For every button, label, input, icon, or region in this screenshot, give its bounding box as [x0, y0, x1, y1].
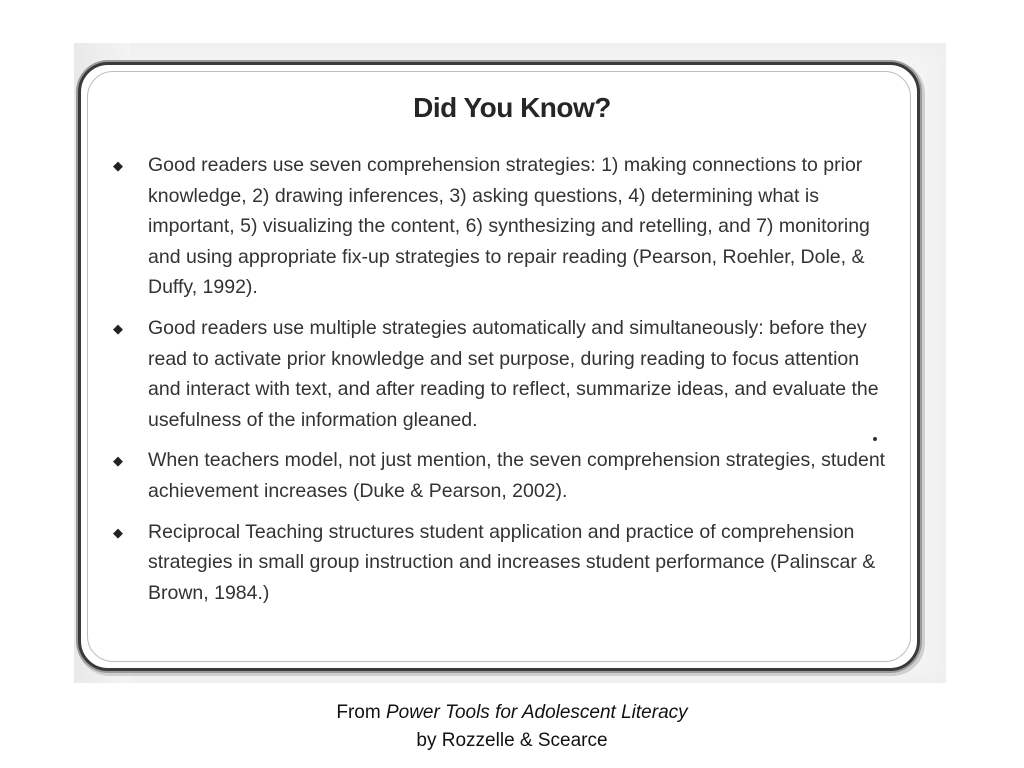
fact-text: Reciprocal Teaching structures student application and practice of comprehension strategies in small group instruction and increases student performance (Palinscar & Brown, 1984.) [148, 520, 876, 604]
fact-text: Good readers use multiple strategies automatically and simultaneously: before they read to activate prior knowledge and set purpose, during reading to focus attention and interact with text, and after reading to reflect, summarize ideas, and evaluate the usefulness of the information gleaned. [148, 316, 879, 431]
source-caption [0, 699, 1024, 755]
fact-item [110, 445, 890, 506]
caption-authors: by Rozzelle & Scearce [416, 730, 608, 751]
fact-item [110, 150, 890, 303]
fact-item [110, 517, 890, 609]
caption-prefix: From [336, 702, 386, 723]
caption-line-1 [0, 699, 1024, 727]
fact-text: When teachers model, not just mention, the seven comprehension strategies, student achievement increases (Duke & Pearson, 2002). [148, 449, 886, 502]
diamond-bullet-icon: ◆ [113, 320, 123, 336]
scan-speck [873, 437, 877, 441]
diamond-bullet-icon: ◆ [113, 524, 123, 540]
fact-item [110, 313, 890, 435]
diamond-bullet-icon: ◆ [113, 158, 123, 173]
box-title: Did You Know? [413, 92, 611, 123]
fact-text: Good readers use seven comprehension strategies: 1) making connections to prior knowledge, 2) drawing inferences, 3) asking questions, 4) determining what is important, 5) visualizing the content, 6) synthesizing and retelling, and 7) monitoring and using appropriate fix-up strategies to repair reading (Pearson, Roehler, Dole, & Duffy, 1992). [148, 154, 870, 299]
caption-book-title: Power Tools for Adolescent Literacy [385, 702, 688, 723]
fact-list [110, 150, 890, 618]
diamond-bullet-icon: ◆ [113, 453, 123, 469]
